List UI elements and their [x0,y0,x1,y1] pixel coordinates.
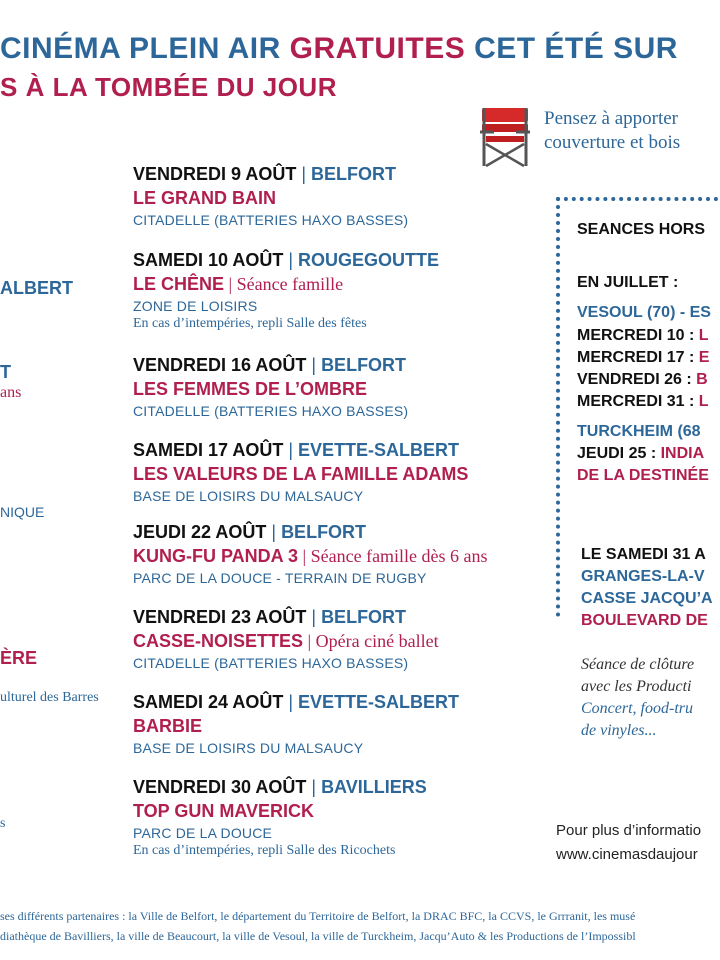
event-city: BAVILLIERS [321,777,427,797]
event-place: CITADELLE (BATTERIES HAXO BASSES) [133,655,409,671]
closing-description-4: de vinyles... [581,722,657,739]
event-film: BARBIE [133,716,203,736]
closing-date-heading: LE SAMEDI 31 A [581,546,706,563]
closing-description-1: Séance de clôture [581,656,695,673]
partners-line-1: ses différents partenaires : la Ville de Belfort, le département du Territoire de Belfort, la DRAC BFC, la CCVS, le Grrranit, les musé [0,909,636,923]
event-place: PARC DE LA DOUCE [133,825,273,841]
event-item: VENDREDI 16 AOÛT | BELFORT LES FEMMES DE L’OMBRE CITADELLE (BATTERIES HAXO BASSES) [133,355,409,419]
dotted-border-left [556,197,560,617]
left-fragment: ALBERT [0,278,73,298]
event-rain-note: En cas d’intempéries, repli Salle des Ricochets [133,843,396,858]
july-heading: EN JUILLET : [577,274,679,291]
event-item: SAMEDI 17 AOÛT | EVETTE-SALBERT LES VALEURS DE LA FAMILLE ADAMS BASE DE LOISIRS DU MALSAUCY [133,440,469,504]
left-fragment: NIQUE [0,504,45,520]
event-city: EVETTE-SALBERT [298,692,460,712]
partners-line-2: diathèque de Bavilliers, la ville de Beaucourt, la ville de Vesoul, la ville de Turckheim, Jacqu’Auto & les Productions de l’Impossibl [0,929,636,943]
turckheim-city: TURCKHEIM (68 [577,423,701,440]
closing-location-1: GRANGES-LA-V [581,568,705,585]
left-fragment: s [0,816,6,831]
event-place: ZONE DE LOISIRS [133,298,258,314]
event-city: BELFORT [311,164,397,184]
turckheim-date-line: JEUDI 25 : INDIA [577,445,705,462]
event-place: BASE DE LOISIRS DU MALSAUCY [133,488,364,504]
vesoul-date-line: MERCREDI 10 : L [577,327,709,344]
event-film: LE CHÊNE [133,274,225,294]
event-city: ROUGEGOUTTE [298,250,440,270]
event-item: VENDREDI 23 AOÛT | BELFORT CASSE-NOISETTES | Opéra ciné ballet CITADELLE (BATTERIES HAXO BASSES) [133,607,439,671]
event-film: CASSE-NOISETTES [133,631,304,651]
left-fragment: ans [0,384,22,401]
event-item: SAMEDI 24 AOÛT | EVETTE-SALBERT BARBIE BASE DE LOISIRS DU MALSAUCY [133,692,460,756]
vesoul-date-line: MERCREDI 17 : E [577,349,710,366]
dotted-border-top [556,197,720,201]
closing-description-3: Concert, food-tru [581,700,693,717]
event-item: SAMEDI 10 AOÛT | ROUGEGOUTTE LE CHÊNE | Séance famille ZONE DE LOISIRS En cas d’intempéries, repli Salle des fêtes [133,250,440,331]
turckheim-film-continued: DE LA DESTINÉE [577,467,709,484]
event-film: LES VALEURS DE LA FAMILLE ADAMS [133,464,469,484]
left-fragment: ulturel des Barres [0,690,99,705]
event-city: BELFORT [281,522,367,542]
closing-location-2: CASSE JACQU’A [581,590,713,607]
event-city: EVETTE-SALBERT [298,440,460,460]
poster-title: CINÉMA PLEIN AIR GRATUITES CET ÉTÉ SUR [0,32,678,65]
poster-subtitle: S À LA TOMBÉE DU JOUR [0,72,337,102]
title-accent: GRATUITES [289,32,466,65]
event-film: LES FEMMES DE L’OMBRE [133,379,368,399]
vesoul-city: VESOUL (70) - ES [577,304,711,321]
vesoul-date-line: MERCREDI 31 : L [577,393,709,410]
event-place: CITADELLE (BATTERIES HAXO BASSES) [133,212,409,228]
event-item: JEUDI 22 AOÛT | BELFORT KUNG-FU PANDA 3 | Séance famille dès 6 ans PARC DE LA DOUCE - TERRAIN DE RUGBY [133,522,488,586]
website-link[interactable]: www.cinemasdaujour [556,846,698,863]
event-item: VENDREDI 9 AOÛT | BELFORT LE GRAND BAIN CITADELLE (BATTERIES HAXO BASSES) [133,164,409,228]
event-rain-note: En cas d’intempéries, repli Salle des fêtes [133,316,367,331]
event-film: LE GRAND BAIN [133,188,276,208]
event-film: KUNG-FU PANDA 3 [133,546,298,566]
event-city: BELFORT [321,355,407,375]
event-city: BELFORT [321,607,407,627]
off-site-heading: SEANCES HORS [577,221,706,238]
event-item: VENDREDI 30 AOÛT | BAVILLIERS TOP GUN MAVERICK PARC DE LA DOUCE En cas d’intempéries, repli Salle des Ricochets [133,777,427,858]
closing-location-3: BOULEVARD DE [581,612,708,629]
directors-chair-icon [474,104,536,170]
tip-line-2: couverture et bois [544,132,681,153]
event-film: TOP GUN MAVERICK [133,801,315,821]
left-fragment: ÈRE [0,648,38,668]
closing-description-2: avec les Producti [581,678,692,695]
event-place: BASE DE LOISIRS DU MALSAUCY [133,740,364,756]
left-fragment: T [0,362,11,382]
vesoul-date-line: VENDREDI 26 : B [577,371,708,388]
tip-line-1: Pensez à apporter [544,108,678,129]
info-line: Pour plus d’informatio [556,822,702,839]
event-place: PARC DE LA DOUCE - TERRAIN DE RUGBY [133,570,427,586]
event-place: CITADELLE (BATTERIES HAXO BASSES) [133,403,409,419]
